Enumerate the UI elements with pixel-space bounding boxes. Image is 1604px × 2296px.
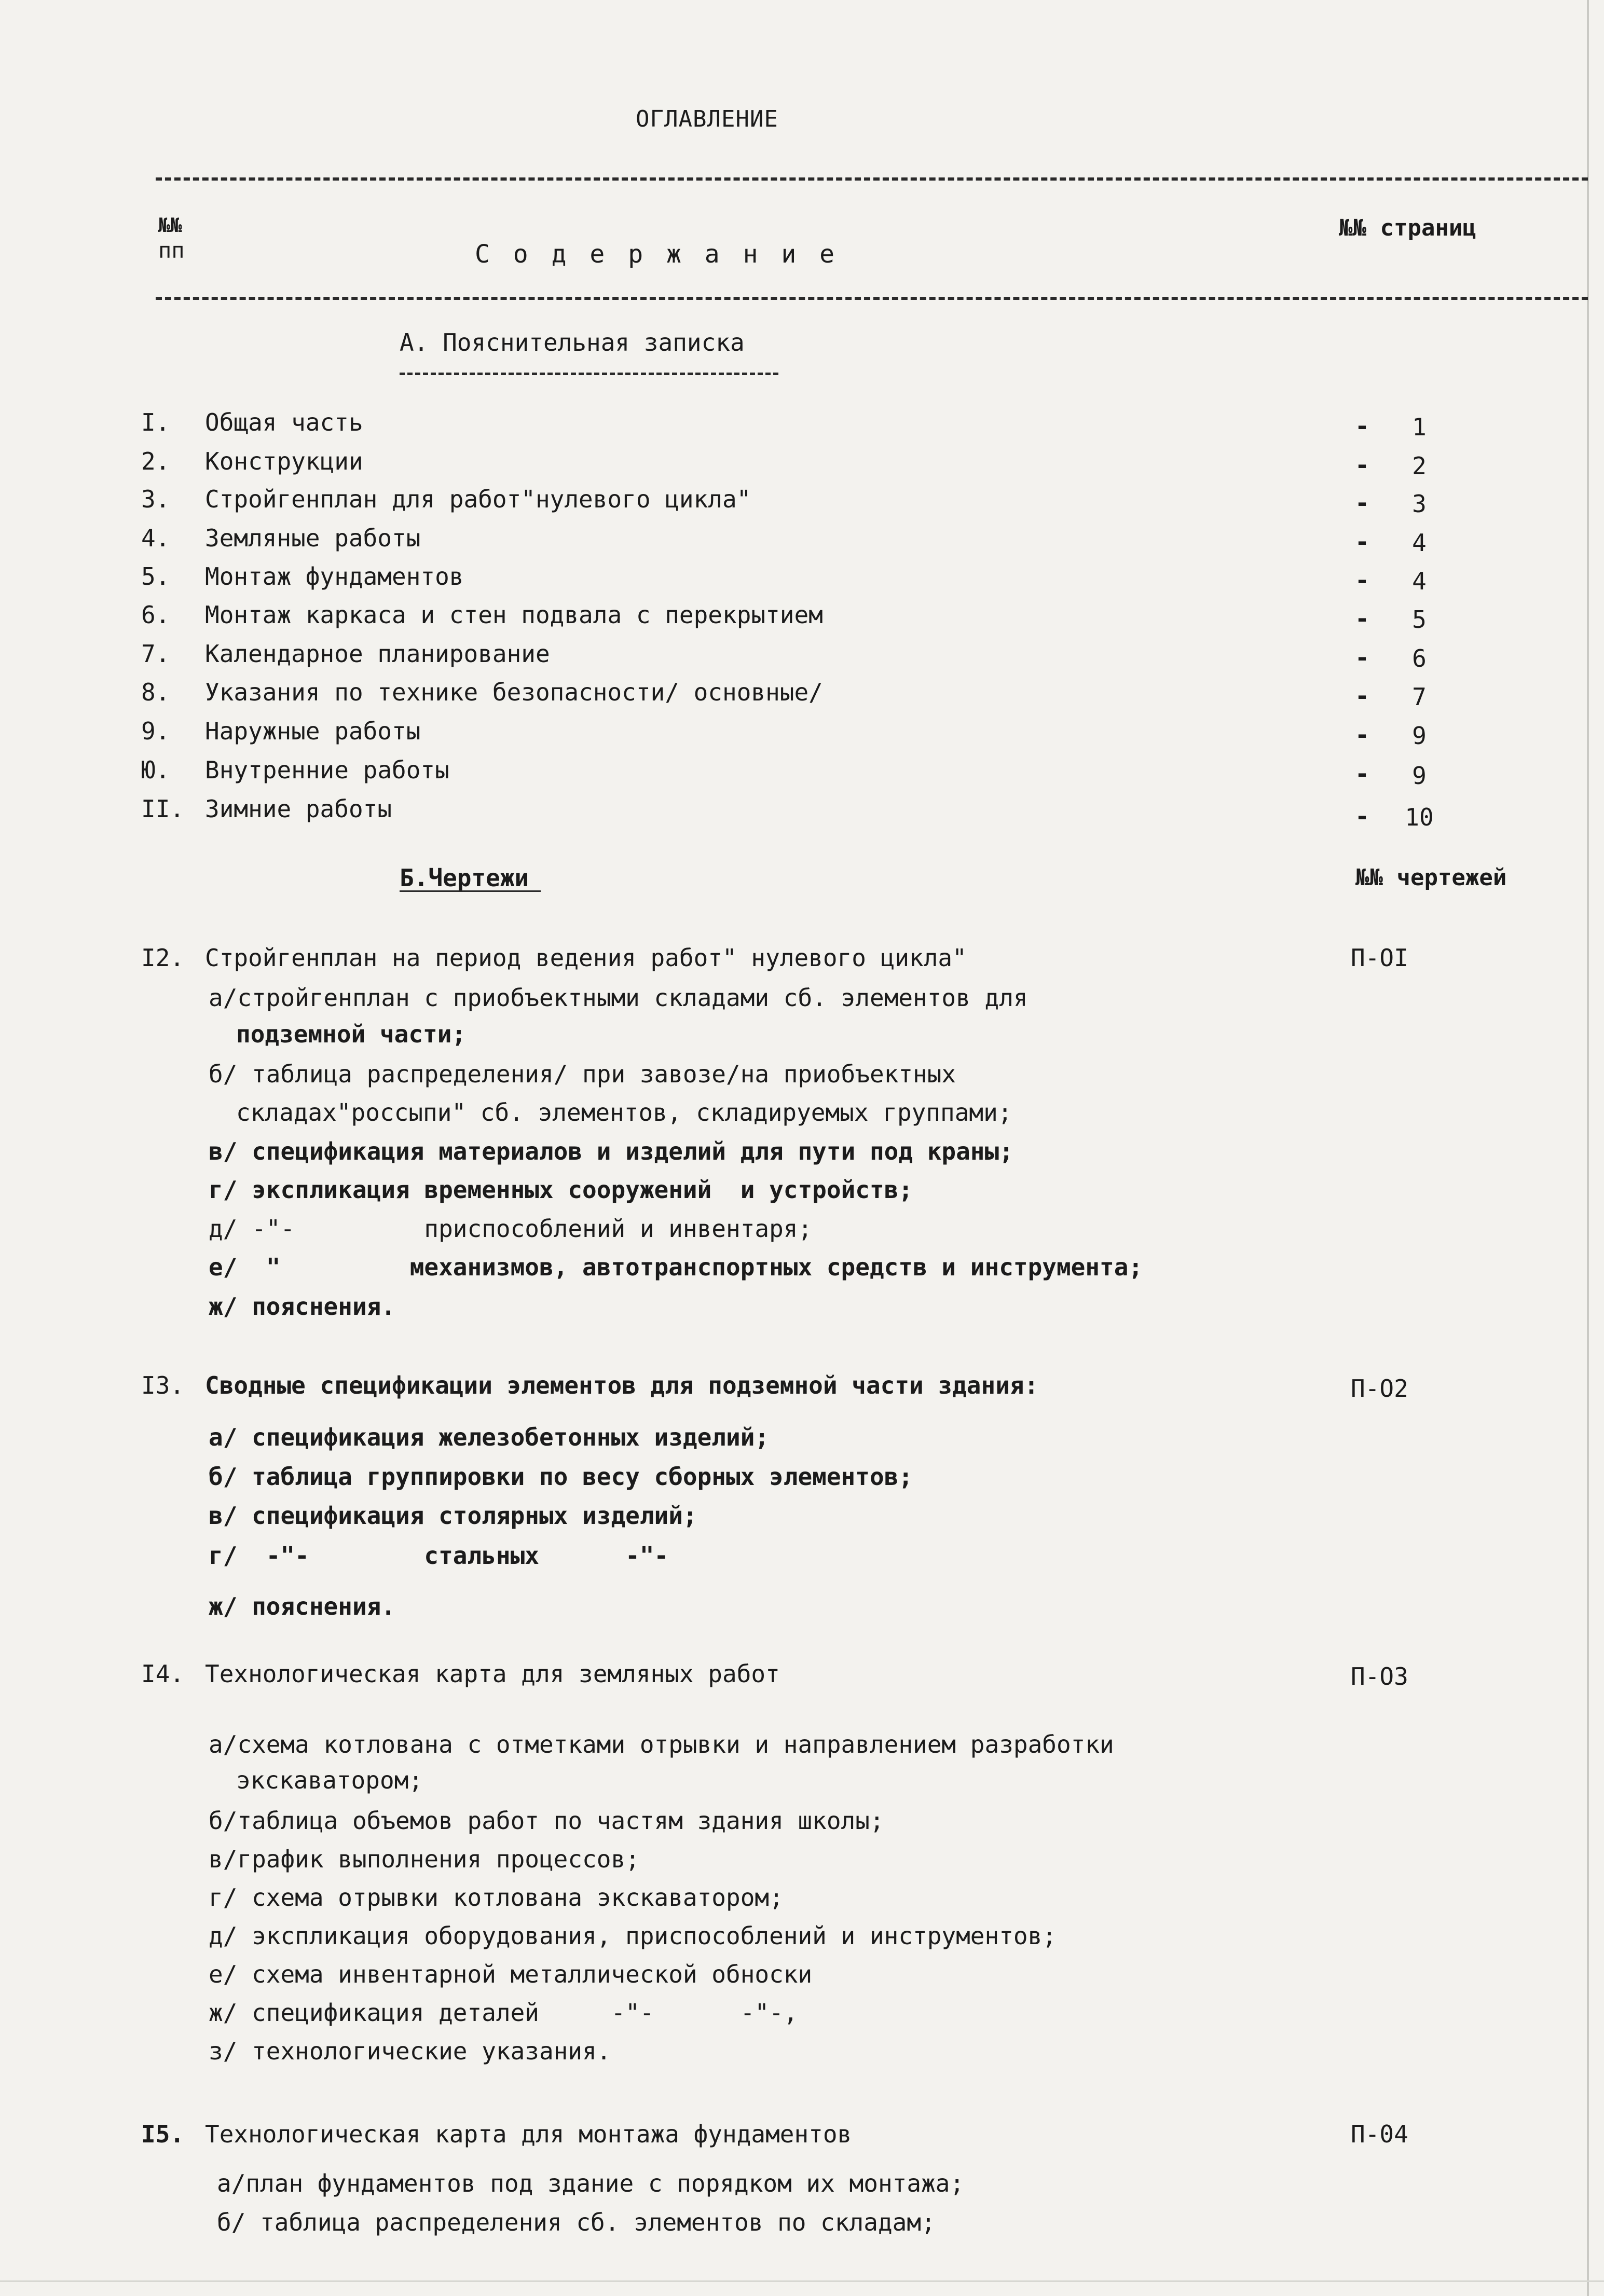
drawing-14-sub: в/график выполнения процессов; [209,1845,640,1873]
drawing-13-sub: а/ спецификация железобетонных изделий; [209,1423,770,1451]
drawing-14-title: Технологическая карта для земляных работ [205,1660,780,1688]
drawing-12-sub: складах"россыпи" сб. элементов, складируемых группами; [236,1098,1012,1126]
item-5-page: 4 [1412,567,1427,595]
drawing-15-code: П-04 [1351,2120,1408,2148]
drawing-15-title: Технологическая карта для монтажа фундаментов [205,2120,852,2148]
drawing-14-sub: з/ технологические указания. [209,2037,611,2065]
drawing-14-sub: ж/ спецификация деталей -"- -"-, [209,1999,798,2027]
item-10-mark: - [1355,760,1369,788]
drawing-12-sub: б/ таблица распределения/ при завозе/на приобъектных [209,1060,956,1088]
page-title: ОГЛАВЛЕНИЕ [636,106,778,132]
item-5-mark: - [1355,566,1369,594]
drawing-12-sub: д/ -"- приспособлений и инвентаря; [209,1215,813,1243]
drawing-15-num: I5. [141,2120,185,2148]
drawing-12-sub: в/ спецификация материалов и изделий для пути под краны; [209,1137,1013,1165]
item-4-page: 4 [1412,529,1427,557]
dashed-rule-top [156,177,1588,181]
page-edge-bottom [0,2280,1604,2282]
item-9-page: 9 [1412,722,1427,750]
drawing-12-num: I2. [141,944,185,972]
item-11-mark: - [1355,802,1369,830]
item-8-page: 7 [1412,683,1427,711]
drawing-14-num: I4. [141,1660,185,1688]
item-3-page: 3 [1412,490,1427,518]
item-8-num: 8. [141,678,170,706]
drawing-12-code: П-OI [1351,944,1408,972]
item-2-mark: - [1355,451,1369,479]
item-7-num: 7. [141,640,170,668]
item-6-text: Монтаж каркаса и стен подвала с перекрытием [205,601,823,629]
item-1-text: Общая часть [205,408,363,436]
item-9-num: 9. [141,717,170,745]
item-6-mark: - [1355,604,1369,633]
item-4-text: Земляные работы [205,524,421,552]
item-4-mark: - [1355,528,1369,556]
drawing-14-sub: а/схема котлована с отметками отрывки и направлением разработки [209,1730,1114,1758]
drawing-13-sub: б/ таблица группировки по весу сборных элементов; [209,1463,913,1491]
item-1-num: I. [141,408,170,436]
item-1-page: 1 [1412,413,1427,441]
drawing-13-sub: ж/ пояснения. [209,1592,396,1620]
item-3-num: 3. [141,485,170,513]
drawing-14-sub: г/ схема отрывки котлована экскаватором; [209,1883,784,1912]
item-7-mark: - [1355,643,1369,671]
drawing-14-sub: д/ экспликация оборудования, приспособлений и инструментов; [209,1922,1057,1950]
item-10-text: Внутренние работы [205,756,449,784]
drawing-12-title: Стройгенплан на период ведения работ" нулевого цикла" [205,944,967,972]
drawing-12-sub: е/ " механизмов, автотранспортных средств и инструмента; [209,1253,1143,1281]
drawing-14-sub: е/ схема инвентарной металлической обноски [209,1960,813,1988]
drawing-12-sub: ж/ пояснения. [209,1293,396,1321]
section-b-title: Б.Чертежи [400,864,529,892]
header-content-label: С о д е р ж а н и е [475,240,839,269]
header-pages-label: №№ страниц [1339,215,1476,241]
drawing-12-sub: подземной части; [236,1020,467,1048]
item-9-text: Наружные работы [205,717,421,745]
section-b-underline [400,890,541,892]
item-2-page: 2 [1412,452,1427,480]
drawing-13-title: Сводные спецификации элементов для подземной части здания: [205,1371,1039,1399]
item-9-mark: - [1355,721,1369,749]
item-11-num: II. [141,795,185,823]
item-5-num: 5. [141,562,170,590]
item-3-text: Стройгенплан для работ"нулевого цикла" [205,485,751,513]
drawing-12-sub: а/стройгенплан с приобъектными складами сб. элементов для [209,984,1028,1012]
item-7-page: 6 [1412,644,1427,672]
drawing-15-sub: а/план фундаментов под здание с порядком их монтажа; [217,2169,965,2197]
item-6-page: 5 [1412,606,1427,634]
item-2-num: 2. [141,447,170,475]
drawings-label: №№ чертежей [1355,864,1507,891]
drawing-14-sub: б/таблица объемов работ по частям здания школы; [209,1807,884,1835]
item-7-text: Календарное планирование [205,640,550,668]
item-10-page: 9 [1412,762,1427,790]
drawing-13-sub: в/ спецификация столярных изделий; [209,1502,697,1530]
drawing-14-code: П-O3 [1351,1662,1408,1690]
drawing-13-num: I3. [141,1371,185,1399]
header-num-label-1: №№ [158,214,182,237]
page-edge-right [1587,0,1589,2296]
item-2-text: Конструкции [205,447,363,475]
header-num-label-2: пп [158,238,185,263]
item-3-mark: - [1355,489,1369,517]
item-11-page: 10 [1405,803,1434,831]
item-4-num: 4. [141,524,170,552]
drawing-14-sub: экскаватором; [236,1766,423,1794]
item-11-text: Зимние работы [205,795,392,823]
item-1-mark: - [1355,412,1369,440]
drawing-15-sub: б/ таблица распределения сб. элементов по складам; [217,2208,936,2236]
drawing-13-sub: г/ -"- стальных -"- [209,1542,669,1570]
drawing-12-sub: г/ экспликация временных сооружений и устройств; [209,1176,913,1204]
drawing-13-code: П-O2 [1351,1374,1408,1403]
dashed-rule-header [156,297,1588,300]
section-a-underline [400,373,778,375]
item-10-num: Ю. [141,756,170,784]
item-5-text: Монтаж фундаментов [205,562,464,590]
item-8-text: Указания по технике безопасности/ основные/ [205,678,823,706]
section-a-title: А. Пояснительная записка [400,328,745,356]
item-6-num: 6. [141,601,170,629]
item-8-mark: - [1355,682,1369,710]
